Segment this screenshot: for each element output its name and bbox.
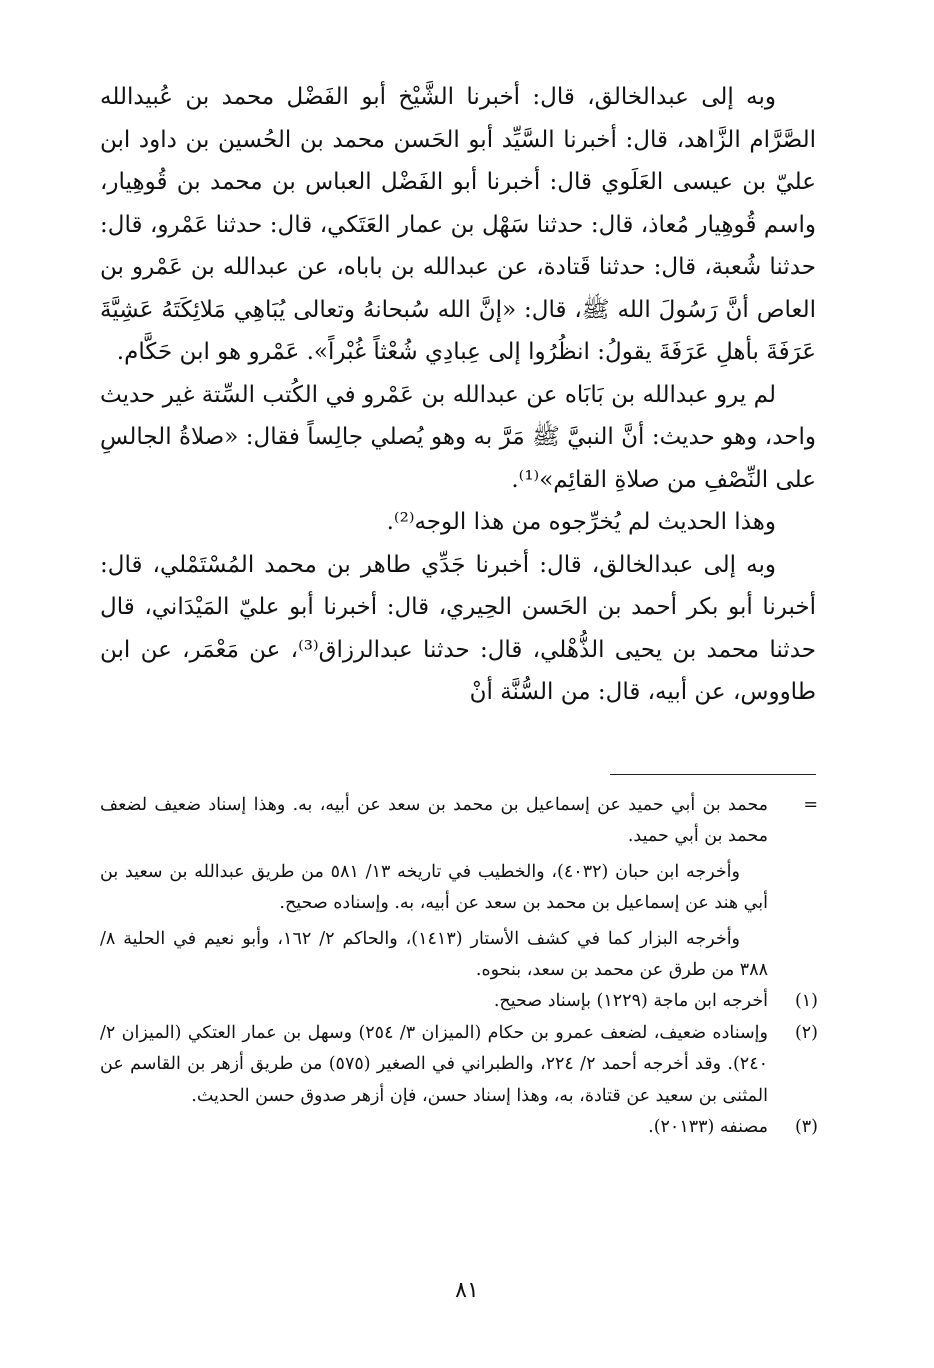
footnote-item <box>100 924 818 987</box>
main-text <box>100 76 816 714</box>
footnote-text: وإسناده ضعيف، لضعف عمرو بن حكام (الميزان ٣/ ٢٥٤) وسهل بن عمار العتكي (الميزان ٢/ ٢٤٠). وقد أخرجه أحمد ٢/ ٢٢٤، والطبراني في الصغير (٥٧٥) من طريق أزهر بن القاسم عن المثنى بن سعيد عن قتادة، به، وهذا إسناد حسن، فإن أزهر صدوق حسن الحديث. <box>100 1022 768 1106</box>
body-paragraph-4: وبه إلى عبدالخالق، قال: أخبرنا جَدِّي طاهر بن محمد المُسْتَمْلي، قال: أخبرنا أبو بكر أحمد بن الحَسن الحِيري، قال: أخبرنا أبو عليّ المَيْدَاني، قال حدثنا محمد بن يحيى الذُّهْلي، قال: حدثنا عبدالرزاق⁽³⁾، عن مَعْمَر، عن ابن طاووس، عن أبيه، قال: من السُّنَّة أنْ <box>100 551 816 705</box>
footnotes <box>100 790 818 1143</box>
footnote-number: (١) <box>794 991 818 1012</box>
footnote-text: محمد بن أبي حميد عن إسماعيل بن محمد بن سعد عن أبيه، به. وهذا إسناد ضعيف لضعف محمد بن أبي حميد. <box>100 795 768 847</box>
footnote-number: (٣) <box>794 1117 818 1138</box>
footnote-text: وأخرجه البزار كما في كشف الأستار (١٤١٣)، والحاكم ٢/ ١٦٢، وأبو نعيم في الحلية ٨/ ٣٨٨ من طرق عن محمد بن سعد، بنحوه. <box>100 928 768 981</box>
footnote-item <box>100 1018 818 1112</box>
body-paragraph-3: وهذا الحديث لم يُخرِّجوه من هذا الوجه⁽²⁾. <box>386 509 776 535</box>
page-number: ٨١ <box>455 1278 479 1303</box>
footnote-text: مصنفه (٢٠١٣٣). <box>648 1117 768 1138</box>
footnote-number <box>768 857 818 920</box>
footnote-text: أخرجه ابن ماجة (١٢٢٩) بإسناد صحيح. <box>493 991 768 1012</box>
footnote-item <box>100 857 818 920</box>
footnote-number: (٢) <box>794 1022 818 1043</box>
body-paragraph-1: وبه إلى عبدالخالق، قال: أخبرنا الشَّيْخ أبو الفَضْل محمد بن عُبيدالله الصَّرَّام الزَّاهد، قال: أخبرنا السَّيِّد أبو الحَسن محمد بن الحُسين بن داود ابن عليّ بن عيسى العَلَوي قال: أخبرنا أبو الفَضْل العباس بن محمد بن قُوهِيار، واسم قُوهِيار مُعاذ، قال: حدثنا سَهْل بن عمار العَتَكي، قال: حدثنا عَمْرو، قال: حدثنا شُعبة، قال: حدثنا قَتادة، عن عبدالله بن باباه، عن عبدالله بن عَمْرو بن العاص أنَّ رَسُولَ الله ﷺ، قال: «إنَّ الله سُبحانهُ وتعالى يُبَاهِي مَلائِكَتَهُ عَشِيَّةَ عَرَفَةَ بأهلِ عَرَفَةَ يقولُ: انظُرُوا إلى عِبادِي شُعْثاً غُبْراً». عَمْرو هو ابن حَكَّام. <box>100 84 816 365</box>
footnote-number <box>768 924 818 987</box>
footnote-item <box>100 1112 818 1143</box>
footnote-item <box>100 790 818 853</box>
footnote-separator <box>610 774 816 775</box>
footnote-number: = <box>803 795 818 815</box>
footnote-text: وأخرجه ابن حبان (٤٠٣٢)، والخطيب في تاريخه ١٣/ ٥٨١ من طريق عبدالله بن سعيد بن أبي هند عن إسماعيل بن محمد بن سعد عن أبيه، به. وإسناده صحيح. <box>100 861 768 914</box>
body-paragraph-2: لم يرو عبدالله بن بَابَاه عن عبدالله بن عَمْرو في الكُتب السِّتة غير حديث واحد، وهو حديث: أنَّ النبيَّ ﷺ مَرَّ به وهو يُصلي جالِساً فقال: «صلاةُ الجالسِ على النِّصْفِ من صلاةِ القائِم»⁽¹⁾. <box>100 381 816 493</box>
footnote-item <box>100 986 818 1017</box>
